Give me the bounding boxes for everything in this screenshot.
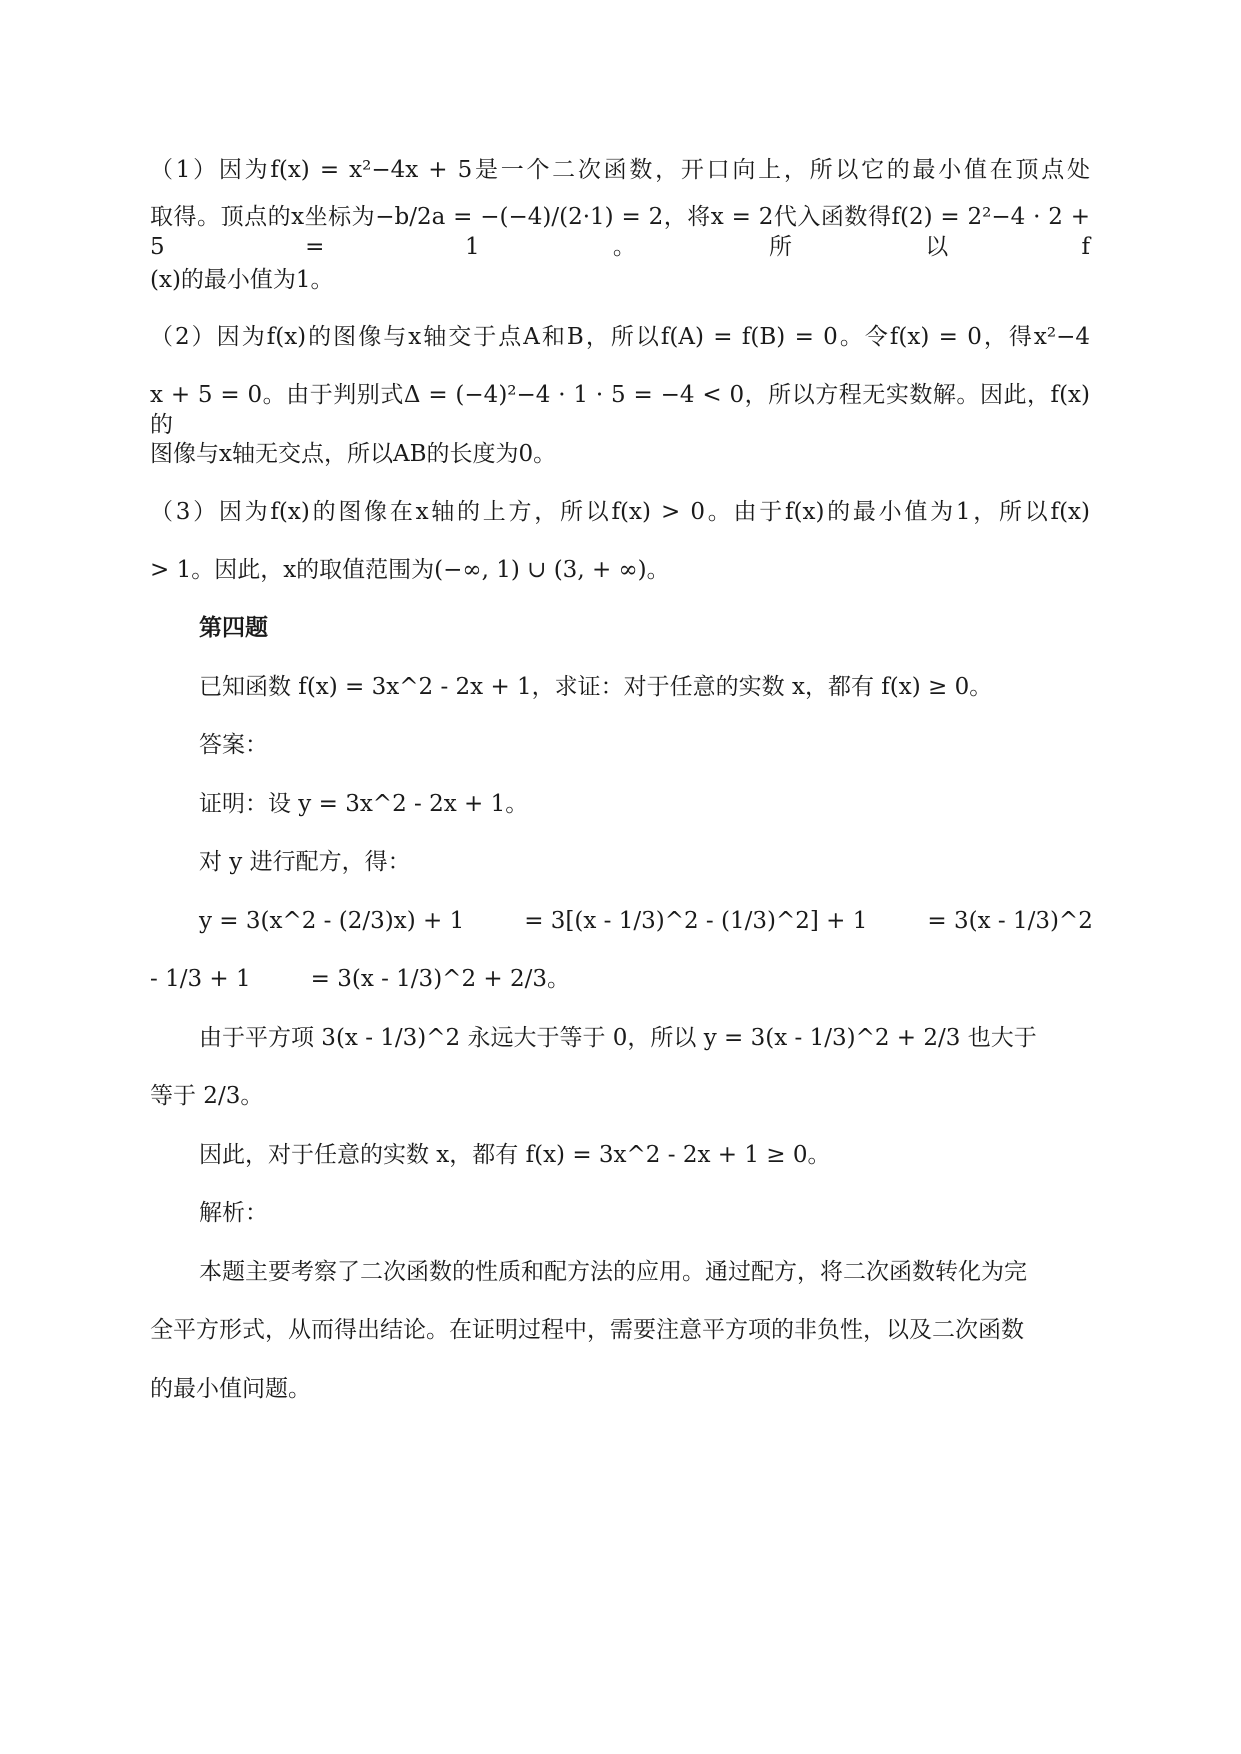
- conclusion: 因此，对于任意的实数 x，都有 f(x) = 3x^2 - 2x + 1 ≥ 0。: [199, 1142, 831, 1168]
- analysis-label: 解析：: [199, 1200, 268, 1226]
- reason-line2: 等于 2/3。: [150, 1083, 264, 1109]
- equation-line1: [199, 906, 1093, 936]
- solution-part2-line3: 图像与x轴无交点，所以AB的长度为0。: [150, 441, 557, 467]
- equation-step3-cont: - 1/3 + 1: [150, 966, 251, 992]
- solution-part3-line2: > 1。因此，x的取值范围为(−∞, 1) ∪ (3, + ∞)。: [150, 557, 670, 583]
- problem4-statement: 已知函数 f(x) = 3x^2 - 2x + 1，求证：对于任意的实数 x，都有 f(x) ≥ 0。: [199, 674, 993, 700]
- analysis-line2: 全平方形式，从而得出结论。在证明过程中，需要注意平方项的非负性，以及二次函数: [150, 1317, 1024, 1343]
- solution-part2-line1: （2）因为f(x)的图像与x轴交于点A和B，所以f(A) = f(B) = 0。令f(x) = 0，得x²−4: [150, 324, 1090, 350]
- equation-step3: = 3(x - 1/3)^2: [927, 908, 1093, 934]
- equation-step2: = 3[(x - 1/3)^2 - (1/3)^2] + 1: [524, 908, 868, 934]
- analysis-line3: 的最小值问题。: [150, 1376, 311, 1402]
- solution-part2-line2: x + 5 = 0。由于判别式Δ = (−4)²−4 · 1 · 5 = −4 < 0，所以方程无实数解。因此，f(x)的: [150, 382, 1090, 438]
- problem4-heading: 第四题: [199, 615, 268, 641]
- answer-label: 答案：: [199, 732, 268, 758]
- reason-line1: 由于平方项 3(x - 1/3)^2 永远大于等于 0，所以 y = 3(x - 1/3)^2 + 2/3 也大于: [199, 1025, 1037, 1051]
- solution-part1-line1: （1）因为f(x) = x²−4x + 5是一个二次函数，开口向上，所以它的最小值在顶点处: [150, 157, 1090, 183]
- solution-part3-line1: （3）因为f(x)的图像在x轴的上方，所以f(x) > 0。由于f(x)的最小值为1，所以f(x): [150, 499, 1090, 525]
- proof-intro: 证明：设 y = 3x^2 - 2x + 1。: [199, 791, 529, 817]
- solution-part1-line3: (x)的最小值为1。: [150, 267, 334, 293]
- analysis-line1: 本题主要考察了二次函数的性质和配方法的应用。通过配方，将二次函数转化为完: [199, 1259, 1027, 1285]
- complete-square-intro: 对 y 进行配方，得：: [199, 849, 411, 875]
- equation-line2: [150, 964, 570, 994]
- equation-step4: = 3(x - 1/3)^2 + 2/3。: [310, 966, 570, 992]
- solution-part1-line2: 取得。顶点的x坐标为−b/2a = −(−4)/(2·1) = 2，将x = 2代入函数得f(2) = 2²−4 · 2 + 5 = 1。所以f: [150, 204, 1090, 260]
- equation-step1: y = 3(x^2 - (2/3)x) + 1: [199, 908, 465, 934]
